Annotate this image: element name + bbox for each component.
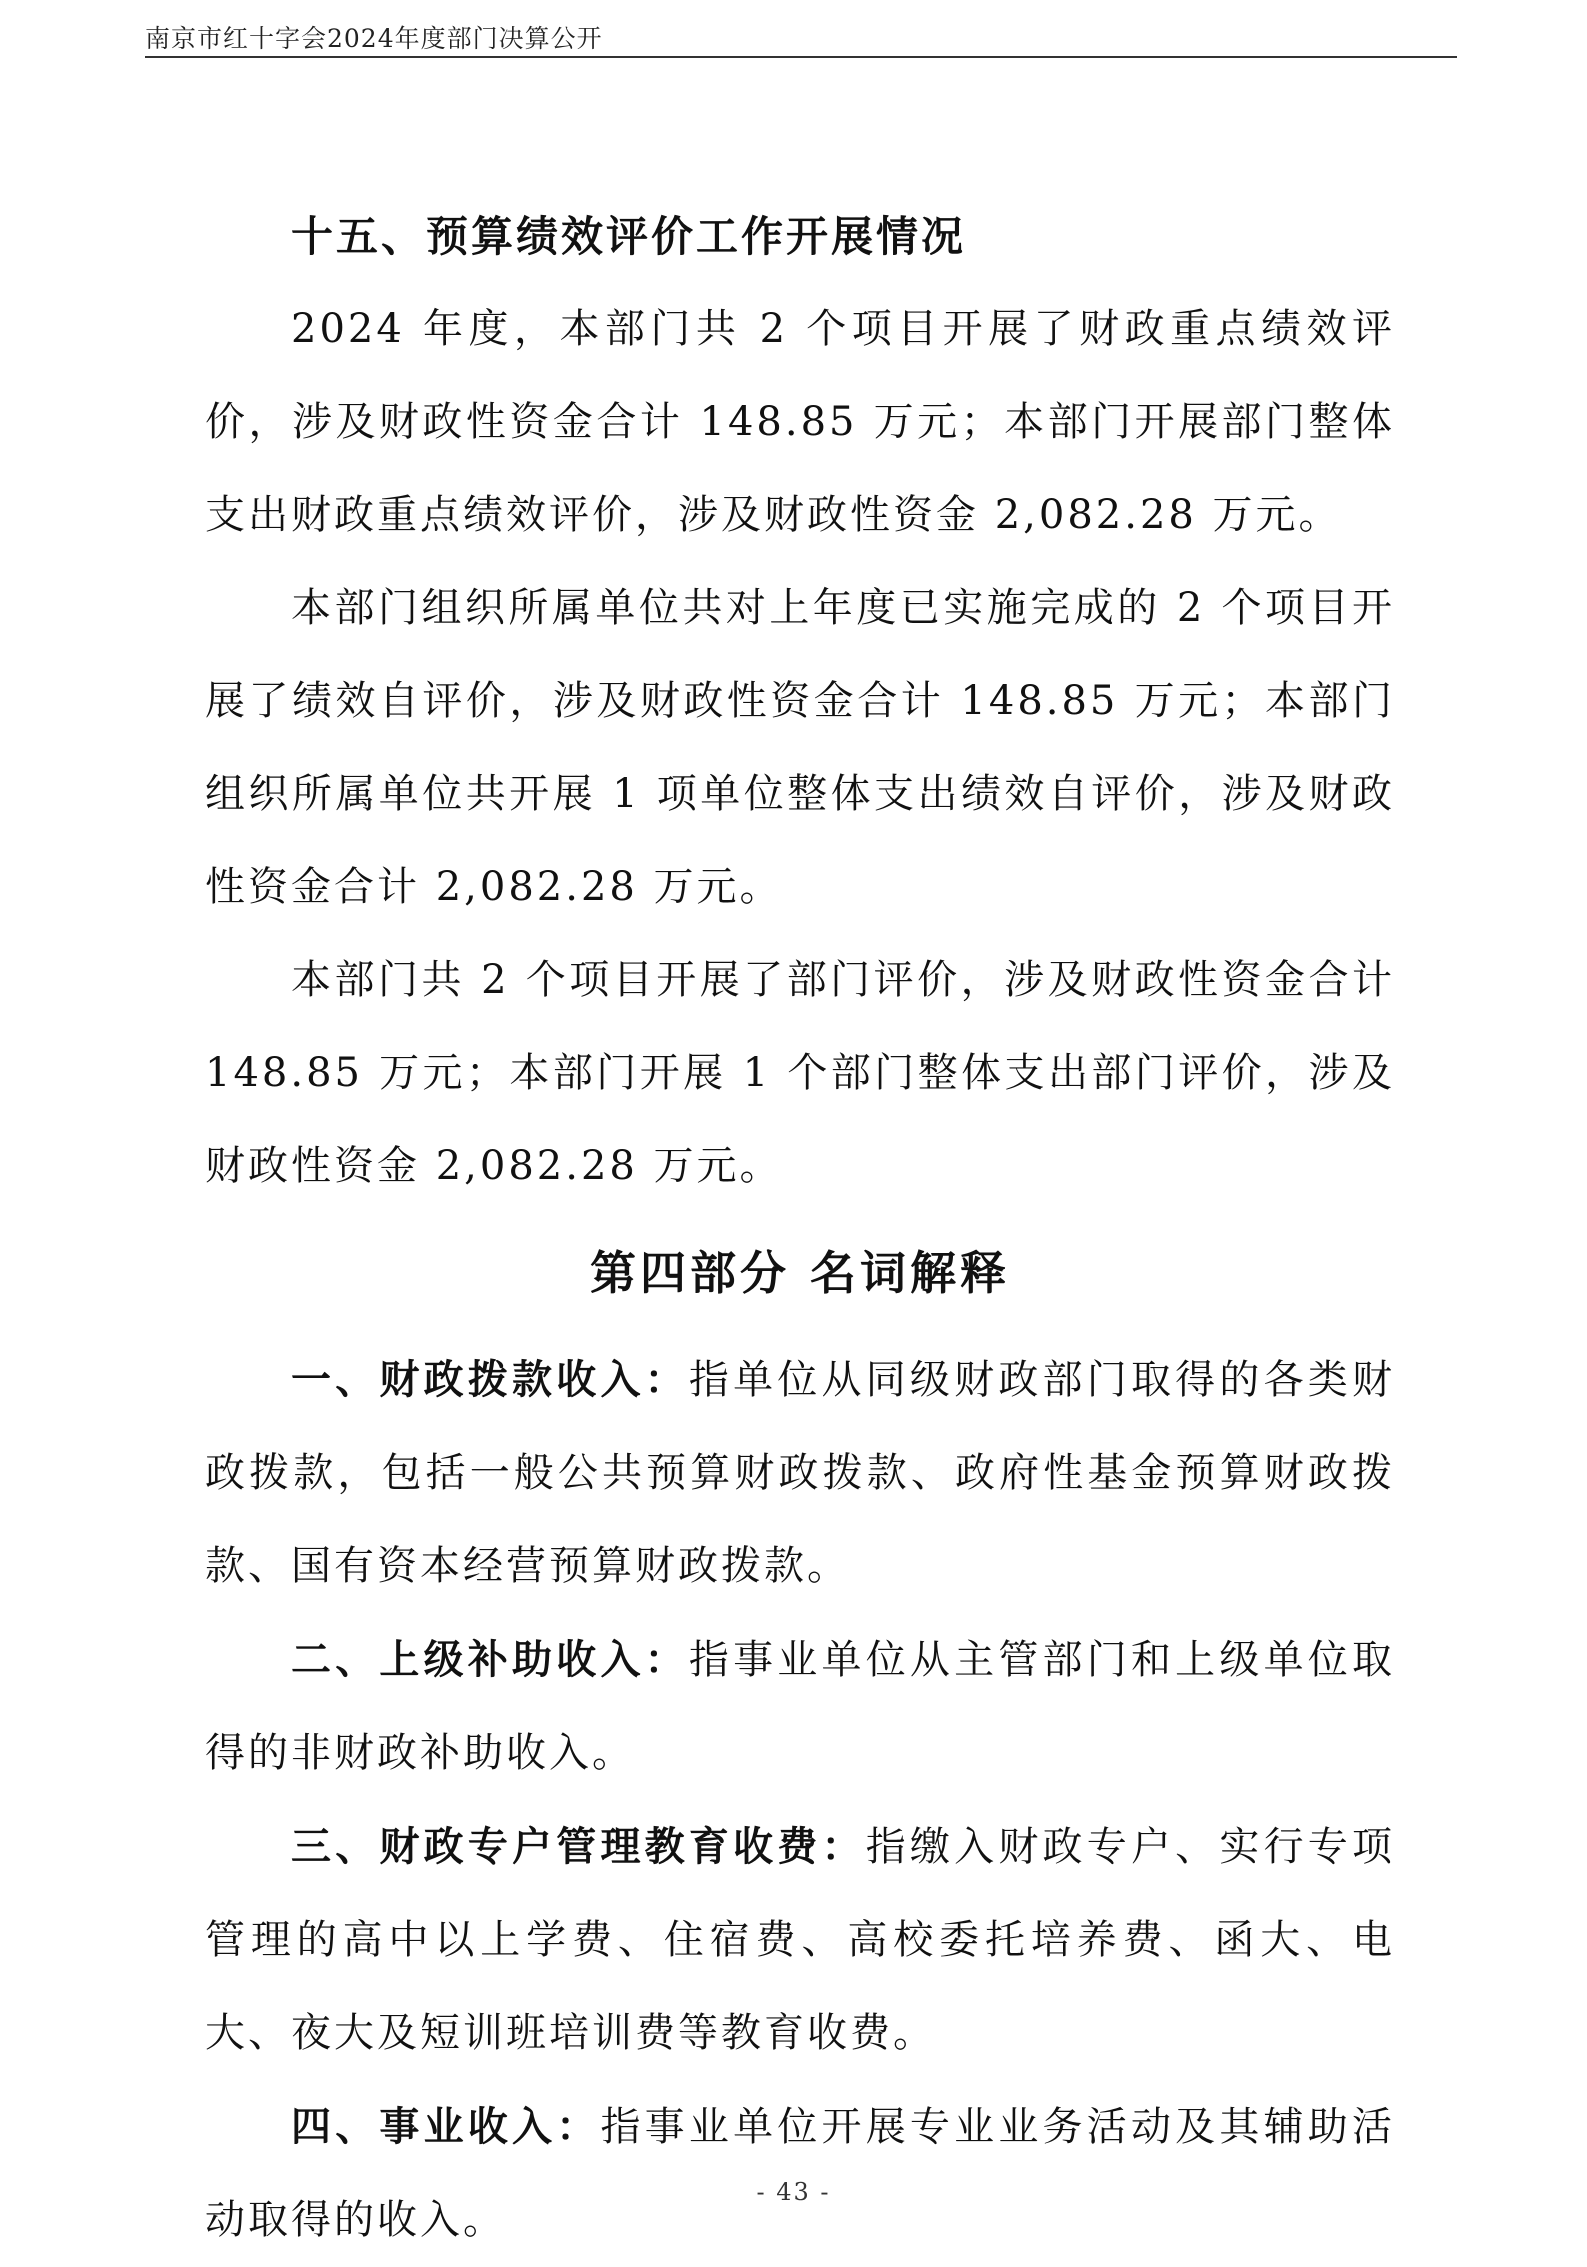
term-definition bbox=[205, 2080, 1395, 2267]
term-text: 指单位从同级财政部门取得的各类财政拨款，包括一般公共预算财政拨款、政府性基金预算财政拨款、国有资本经营预算财政拨款。 bbox=[205, 1357, 1395, 1589]
term-label: 四、事业收入： bbox=[291, 2103, 601, 2150]
term-definition bbox=[205, 1800, 1395, 2080]
paragraph: 2024 年度，本部门共 2 个项目开展了财政重点绩效评价，涉及财政性资金合计 148.85 万元；本部门开展部门整体支出财政重点绩效评价，涉及财政性资金 2,082.28 万元。 bbox=[205, 306, 1395, 538]
term-text: 指缴入财政专户、实行专项管理的高中以上学费、住宿费、高校委托培养费、函大、电大、夜大及短训班培训费等教育收费。 bbox=[205, 1824, 1396, 2056]
term-label: 二、上级补助收入： bbox=[291, 1636, 689, 1683]
paragraph: 本部门共 2 个项目开展了部门评价，涉及财政性资金合计 148.85 万元；本部门开展 1 个部门整体支出部门评价，涉及财政性资金 2,082.28 万元。 bbox=[205, 957, 1395, 1189]
term-text: 指事业单位开展专业业务活动及其辅助活动取得的收入。 bbox=[205, 2104, 1396, 2243]
running-header: 南京市红十字会2024年度部门决算公开 bbox=[145, 24, 603, 53]
term-label: 一、财政拨款收入： bbox=[291, 1356, 689, 1403]
page-number: - 43 - bbox=[756, 2178, 831, 2206]
term-definition bbox=[205, 1613, 1395, 1800]
term-label: 三、财政专户管理教育收费： bbox=[291, 1823, 866, 1870]
page-body bbox=[205, 190, 1395, 2267]
paragraph: 本部门组织所属单位共对上年度已实施完成的 2 个项目开展了绩效自评价，涉及财政性资金合计 148.85 万元；本部门组织所属单位共开展 1 项单位整体支出绩效自评价，涉及财政性资金合计 2,082.28 万元。 bbox=[205, 585, 1395, 910]
part-title: 第四部分 名词解释 bbox=[589, 1246, 1010, 1300]
term-definition bbox=[205, 1333, 1395, 1613]
section-heading: 十五、预算绩效评价工作开展情况 bbox=[291, 212, 967, 261]
header-divider bbox=[145, 56, 1457, 58]
term-text: 指事业单位从主管部门和上级单位取得的非财政补助收入。 bbox=[205, 1637, 1395, 1776]
